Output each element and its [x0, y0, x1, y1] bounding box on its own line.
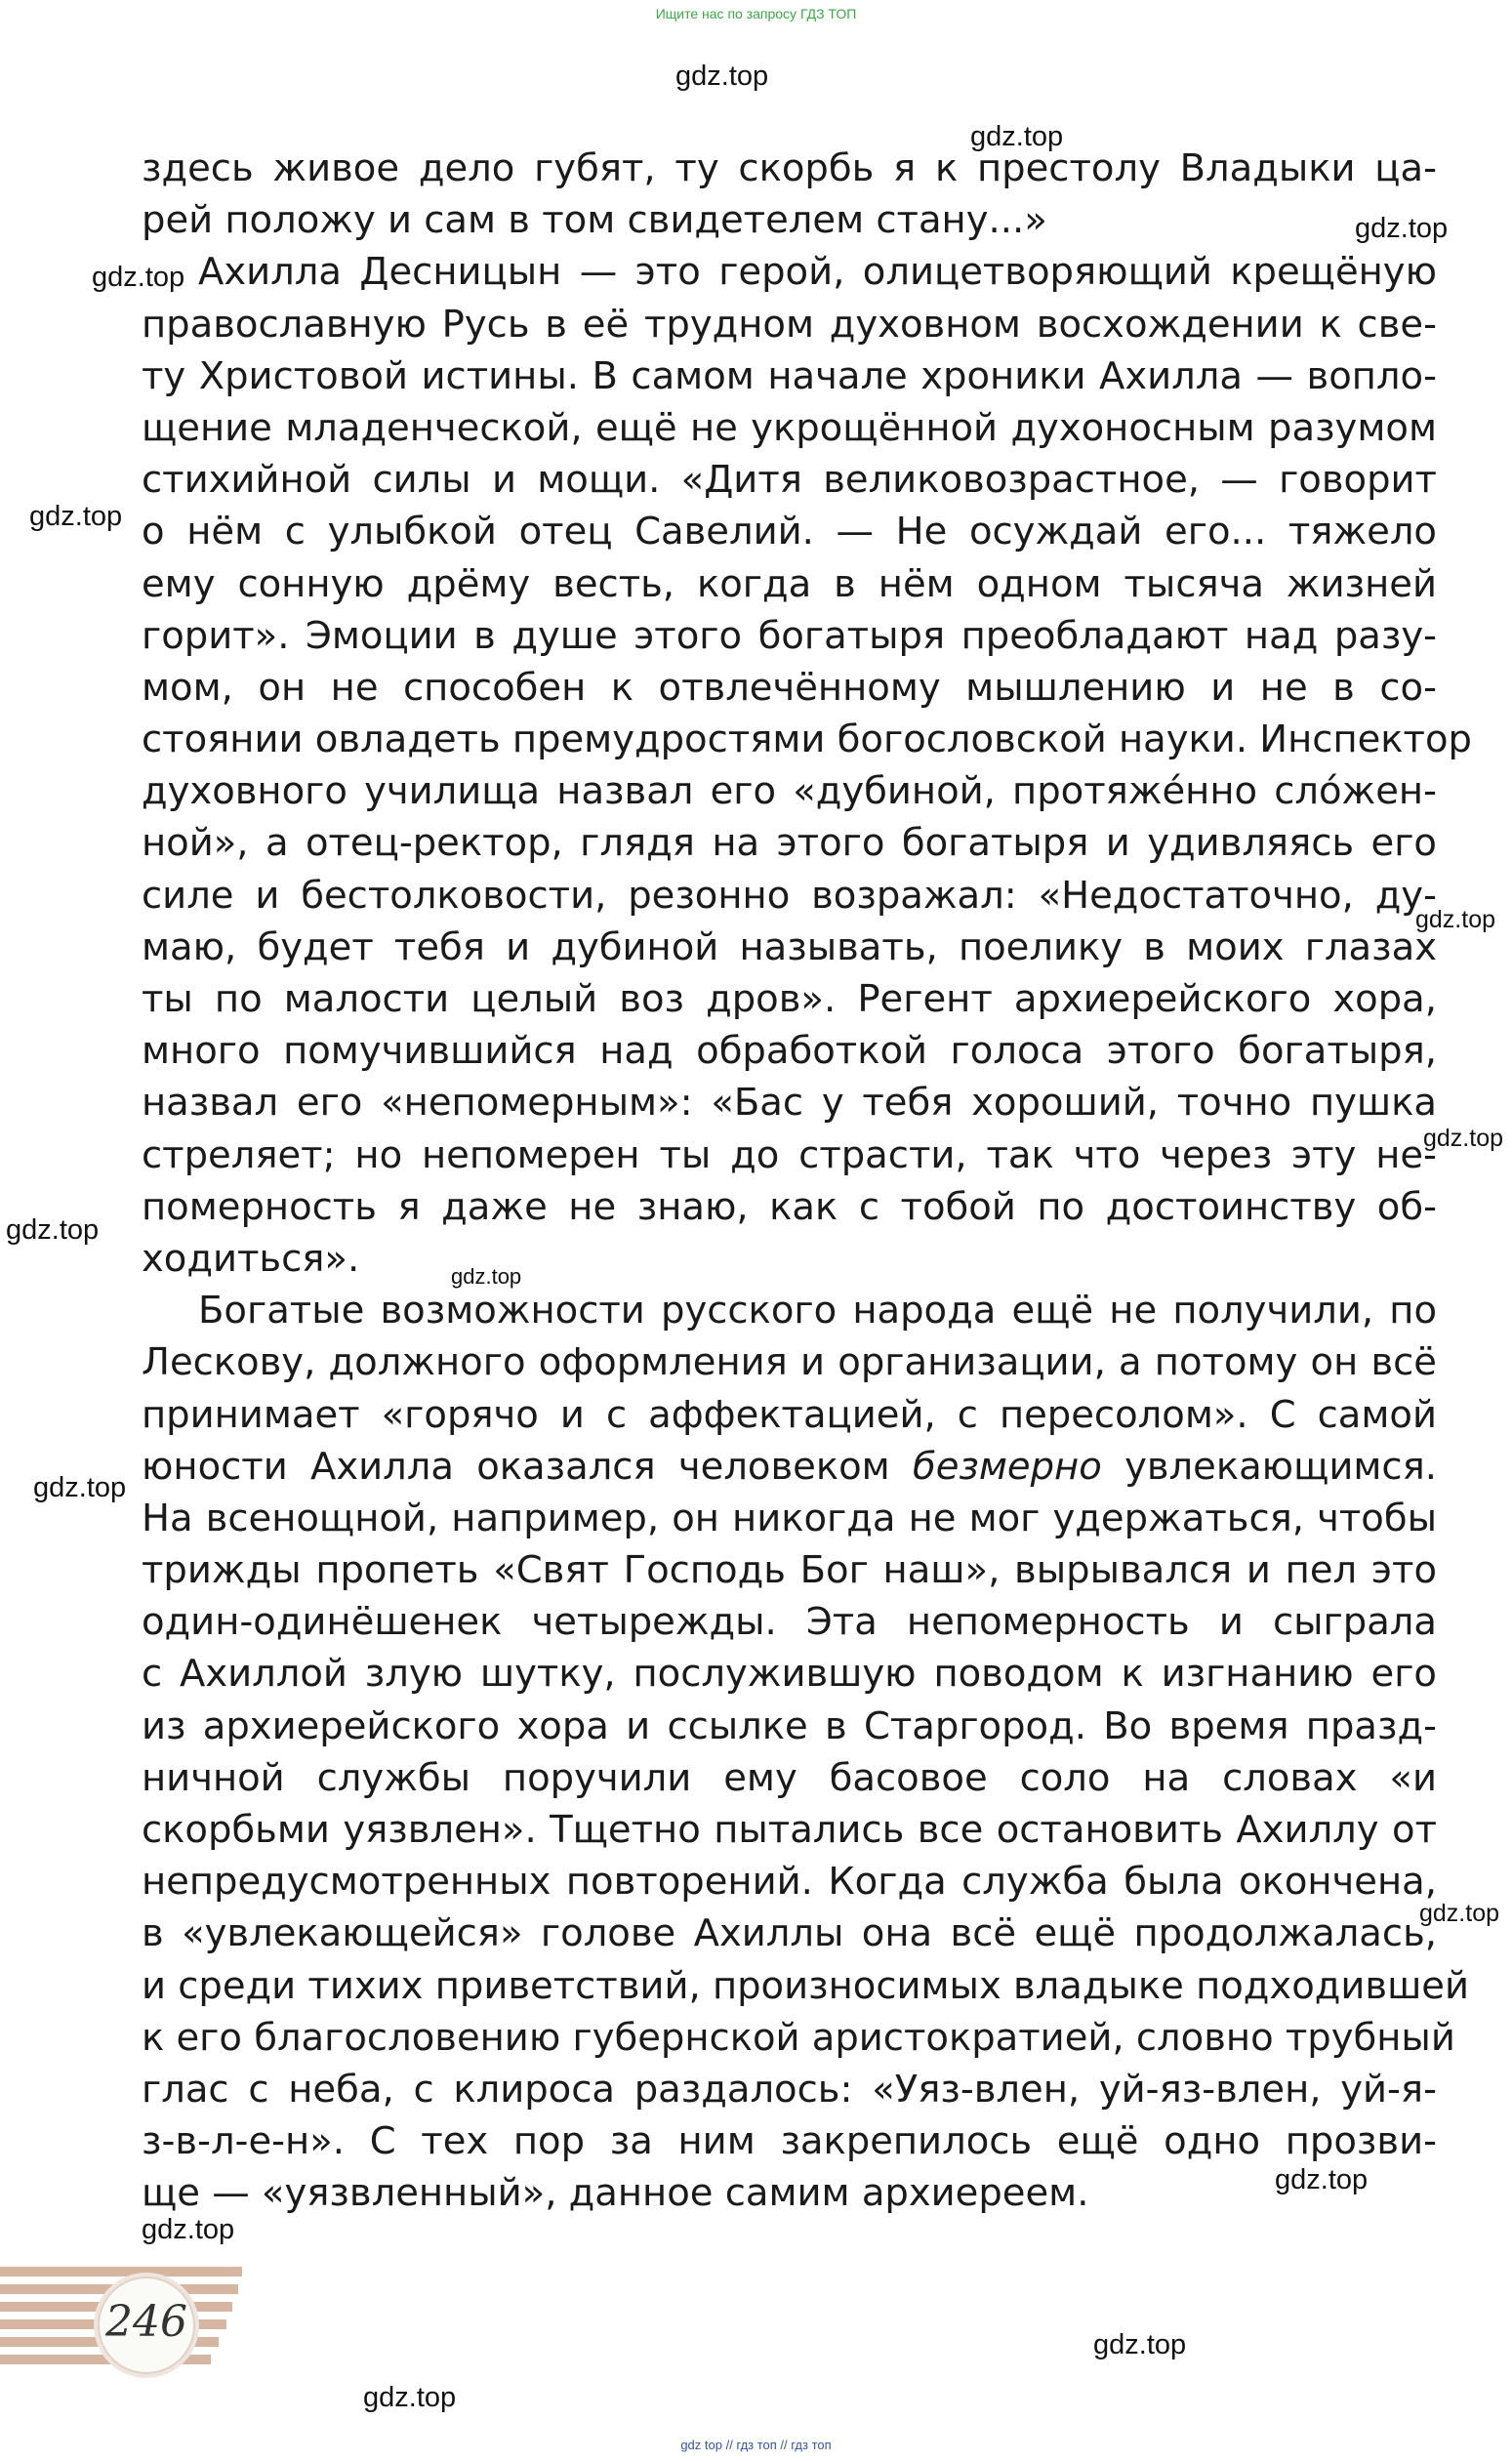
text-line: мом, он не способен к отвлечённому мышлению и не в со-: [142, 665, 1437, 710]
text-line: силе и бестолковости, резонно возражал: «Недостаточно, ду-: [142, 873, 1437, 918]
text-line: духовного училища назвал его «дубиной, протяже́нно сло́жен-: [142, 769, 1437, 814]
text-line: православную Русь в её трудном духовном восхождении к све-: [142, 302, 1437, 347]
text-line: трижды пропеть «Свят Господь Бог наш», вырывался и пел это: [142, 1548, 1437, 1593]
text-line: назвал его «непомерным»: «Бас у тебя хороший, точно пушка: [142, 1081, 1437, 1126]
watermark: gdz.top: [1423, 1125, 1504, 1152]
text-line: ной», а отец-ректор, глядя на этого богатыря и удивляясь его: [142, 821, 1437, 866]
text-line-with-emphasis: [142, 1441, 1437, 1493]
watermark: gdz.top: [1415, 906, 1496, 933]
watermark: gdz.top: [33, 1472, 127, 1503]
text-line: ему сонную дрёму весть, когда в нём одном тысяча жизней: [142, 561, 1437, 606]
bottom-banner: gdz top // гдз топ // гдз топ: [680, 2438, 832, 2452]
decorative-stripe: [0, 2267, 242, 2276]
text-line: к его благословению губернской аристократией, словно трубный: [142, 2015, 1455, 2060]
text-line: Ахилла Десницын — это герой, олицетворяющий крещёную: [198, 250, 1437, 295]
watermark: gdz.top: [6, 1214, 100, 1246]
text-line: з-в-л-е-н». С тех пор за ним закрепилось ещё одно прозви-: [142, 2119, 1437, 2164]
text-line: померность я даже не знаю, как с тобой по достоинству об-: [142, 1184, 1437, 1229]
text-line: о нём с улыбкой отец Савелий. — Не осуждай его... тяжело: [142, 510, 1437, 554]
text-line: с Ахиллой злую шутку, послужившую поводом к изгнанию его: [142, 1652, 1437, 1697]
text-line: скорбьми уязвлен». Тщетно пытались все остановить Ахиллу от: [142, 1808, 1437, 1852]
text-line: один-одинёшенек четырежды. Эта непомерность и сыграла: [142, 1600, 1437, 1645]
text-line: ходиться».: [142, 1236, 360, 1281]
text-line: ту Христовой истины. В самом начале хроники Ахилла — вопло-: [142, 353, 1437, 398]
watermark: gdz.top: [970, 121, 1064, 152]
text-line: Богатые возможности русского народа ещё не получили, по: [198, 1289, 1437, 1333]
text-line: стреляет; но непомерен ты до страсти, так что через эту не-: [142, 1132, 1437, 1177]
watermark: gdz.top: [1355, 213, 1449, 244]
text-line: щение младенческой, ещё не укрощённой духоносным разумом: [142, 405, 1437, 450]
emphasized-word: безмерно: [912, 1444, 1102, 1489]
top-banner: Ищите нас по запросу ГДЗ ТОП: [655, 6, 857, 21]
text-line: ничной службы поручили ему басовое соло на словах «и: [142, 1755, 1437, 1800]
text-line: много помучившийся над обработкой голоса этого богатыря,: [142, 1029, 1437, 1074]
watermark: gdz.top: [1275, 2164, 1369, 2195]
text-line: принимает «горячо и с аффектацией, с пересолом». С самой: [142, 1392, 1437, 1437]
text-line: стоянии овладеть премудростями богословской науки. Инспектор: [142, 718, 1472, 762]
watermark: gdz.top: [451, 1264, 522, 1289]
text-line: Лескову, должного оформления и организации, а потому он всё: [142, 1340, 1437, 1385]
text-segment: увлекающимся.: [1124, 1444, 1437, 1489]
watermark: gdz.top: [142, 2214, 235, 2245]
text-segment: юности Ахилла оказался человеком: [142, 1444, 890, 1489]
text-line: рей положу и сам в том свидетелем стану...»: [142, 198, 1047, 243]
text-line: горит». Эмоции в душе этого богатыря преобладают над разу-: [142, 613, 1437, 658]
text-line: непредусмотренных повторений. Когда служба была окончена,: [142, 1860, 1437, 1905]
text-line: ще — «уязвленный», данное самим архиереем.: [142, 2171, 1089, 2216]
text-line: здесь живое дело губят, ту скорбь я к престолу Владыки ца-: [142, 146, 1437, 190]
watermark: gdz.top: [363, 2382, 457, 2413]
text-line: глас с неба, с клироса раздалось: «Уяз-влен, уй-яз-влен, уй-я-: [142, 2067, 1437, 2112]
text-line: ты по малости целый воз дров». Регент архиерейского хора,: [142, 977, 1437, 1021]
watermark: gdz.top: [675, 61, 769, 92]
watermark: gdz.top: [1419, 1900, 1500, 1927]
text-line: и среди тихих приветствий, произносимых владыке подходившей: [142, 1963, 1470, 2008]
watermark: gdz.top: [29, 501, 123, 532]
page-number: 246: [105, 2297, 187, 2347]
text-line: На всенощной, например, он никогда не мог удержаться, чтобы: [142, 1496, 1437, 1540]
text-line: маю, будет тебя и дубиной называть, поелику в моих глазах: [142, 924, 1437, 969]
watermark: gdz.top: [1093, 2329, 1187, 2360]
text-line: из архиерейского хора и ссылке в Старгород. Во время празд-: [142, 1703, 1437, 1748]
watermark: gdz.top: [92, 262, 185, 293]
text-line: в «увлекающейся» голове Ахиллы она всё ещё продолжалась,: [142, 1911, 1437, 1956]
text-line: стихийной силы и мощи. «Дитя великовозрастное, — говорит: [142, 458, 1437, 503]
